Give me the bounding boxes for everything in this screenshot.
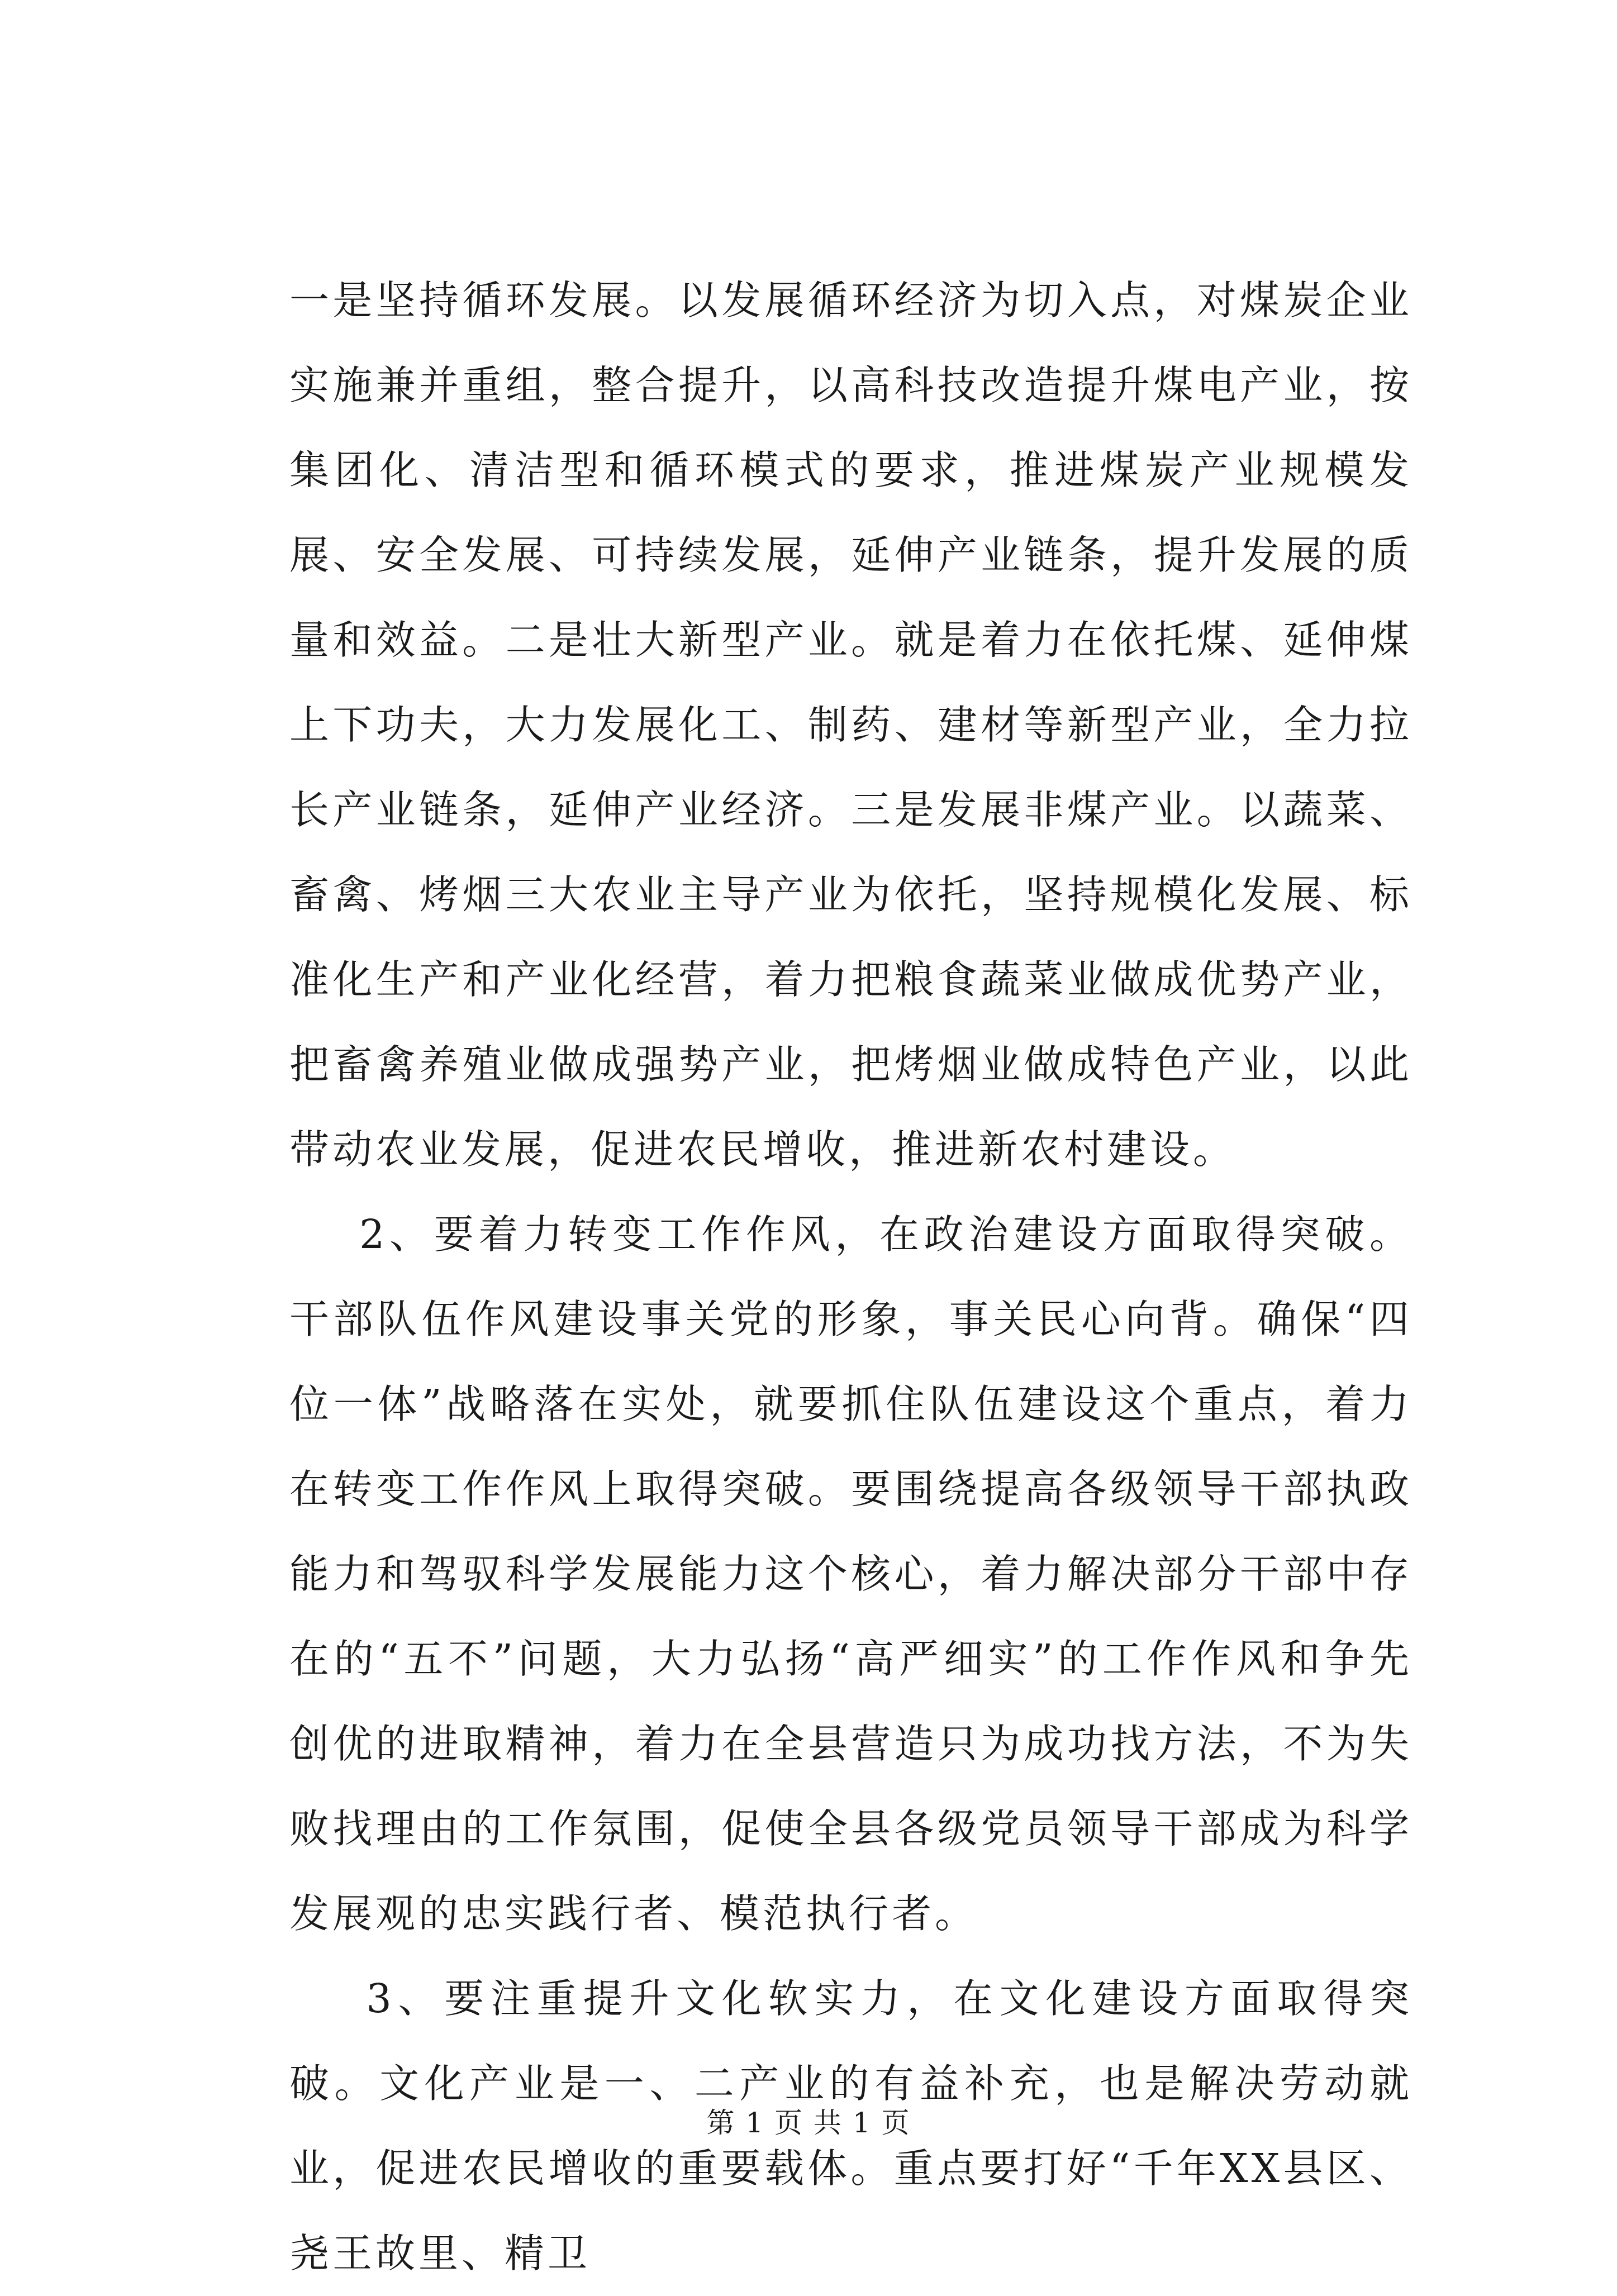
paragraph-3: 3、要注重提升文化软实力，在文化建设方面取得突破。文化产业是一、二产业的有益补充，也是解决劳动就业，促进农民增收的重要载体。重点要打好“千年XX县区、尧王故里、精卫	[289, 1975, 1413, 2276]
paragraph-2: 2、要着力转变工作作风，在政治建设方面取得突破。干部队伍作风建设事关党的形象，事关民心向背。确保“四位一体”战略落在实处，就要抓住队伍建设这个重点，着力在转变工作作风上取得突破。要围绕提高各级领导干部执政能力和驾驭科学发展能力这个核心，着力解决部分干部中存在的“五不”问题，大力弘扬“高严细实”的工作作风和争先创优的进取精神，着力在全县营造只为成功找方法，不为失败找理由的工作氛围，促使全县各级党员领导干部成为科学发展观的忠实践行者、模范执行者。	[289, 1211, 1413, 1937]
document-body	[289, 258, 1413, 2296]
paragraph-1: 一是坚持循环发展。以发展循环经济为切入点，对煤炭企业实施兼并重组，整合提升，以高科技改造提升煤电产业，按集团化、清洁型和循环模式的要求，推进煤炭产业规模发展、安全发展、可持续发展，延伸产业链条，提升发展的质量和效益。二是壮大新型产业。就是着力在依托煤、延伸煤上下功夫，大力发展化工、制药、建材等新型产业，全力拉长产业链条，延伸产业经济。三是发展非煤产业。以蔬菜、畜禽、烤烟三大农业主导产业为依托，坚持规模化发展、标准化生产和产业化经营，着力把粮食蔬菜业做成优势产业，把畜禽养殖业做成强势产业，把烤烟业做成特色产业，以此带动农业发展，促进农民增收，推进新农村建设。	[289, 277, 1413, 1173]
page-footer: 第 1 页 共 1 页	[706, 2107, 911, 2139]
